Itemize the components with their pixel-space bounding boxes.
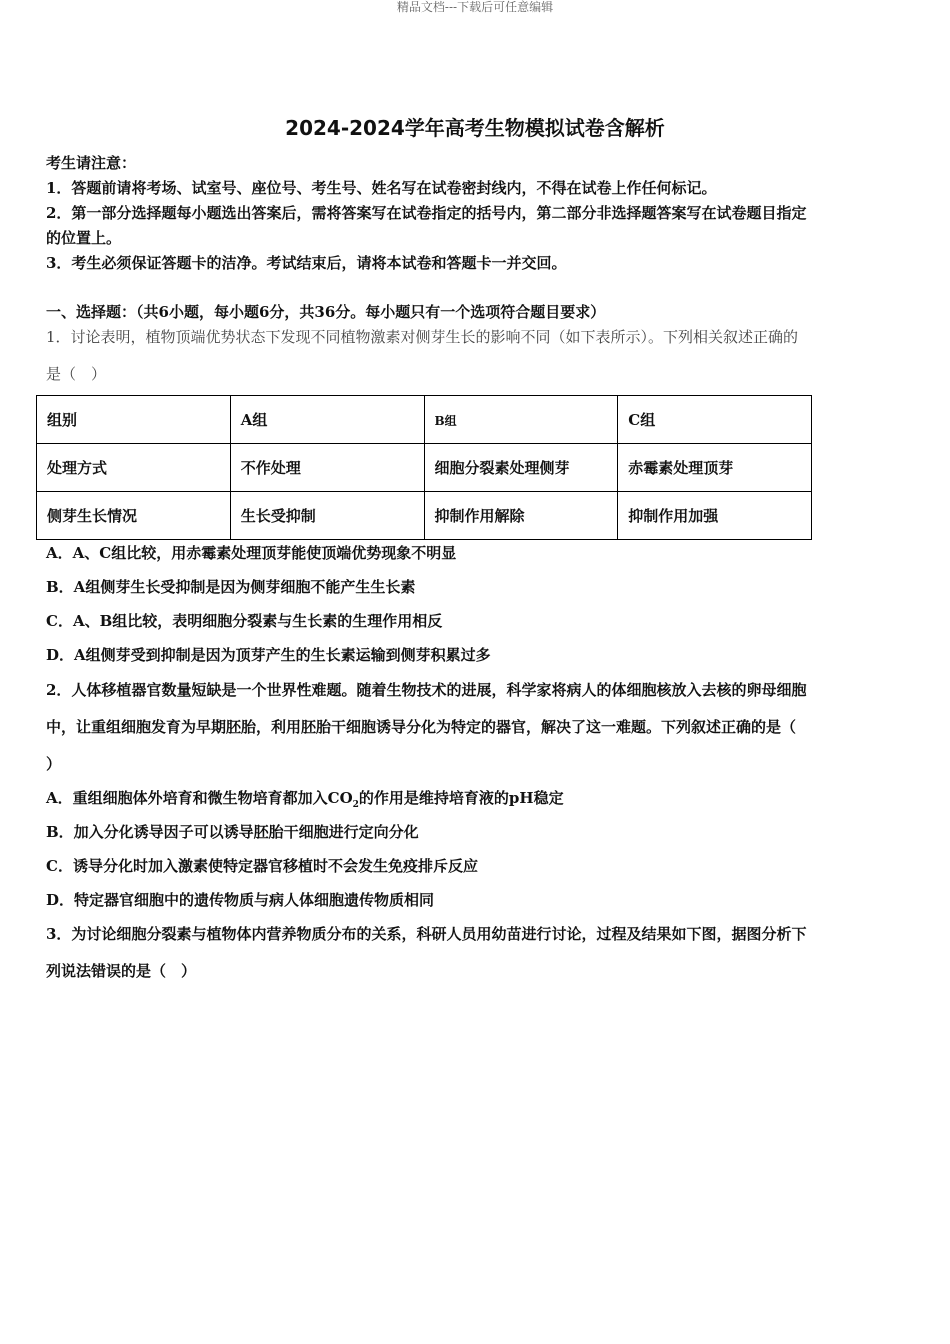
q1-option-d: D．A组侧芽受到抑制是因为顶芽产生的生长素运输到侧芽积累过多 <box>46 646 491 664</box>
notice-item: 1．答题前请将考场、试室号、座位号、考生号、姓名写在试卷密封线内，不得在试卷上作任何标记。 <box>46 179 717 197</box>
notice-item: 3．考生必须保证答题卡的洁净。考试结束后，请将本试卷和答题卡一并交回。 <box>46 254 567 272</box>
q2-option-b: B．加入分化诱导因子可以诱导胚胎干细胞进行定向分化 <box>46 823 419 841</box>
table-cell: 处理方式 <box>37 444 231 492</box>
q3-stem: 3．为讨论细胞分裂素与植物体内营养物质分布的关系，科研人员用幼苗进行讨论，过程及结果如下图，据图分析下 <box>46 925 807 943</box>
q2-option-d: D．特定器官细胞中的遗传物质与病人体细胞遗传物质相同 <box>46 891 435 909</box>
q2-stem-cont: ） <box>46 755 62 773</box>
q1-stem: 1．讨论表明，植物顶端优势状态下发现不同植物激素对侧芽生长的影响不同（如下表所示）。下列相关叙述正确的 <box>46 328 799 346</box>
page-header-note: 精品文档---下载后可任意编辑 <box>396 0 554 14</box>
document-title: 2024-2024学年高考生物模拟试卷含解析 <box>285 116 665 140</box>
q1-option-b: B．A组侧芽生长受抑制是因为侧芽细胞不能产生生长素 <box>46 578 416 596</box>
q2-stem-cont: 中，让重组细胞发育为早期胚胎，利用胚胎干细胞诱导分化为特定的器官，解决了这一难题。下列叙述正确的是（ <box>46 718 797 736</box>
notice-item: 的位置上。 <box>46 229 122 247</box>
notice-heading: 考生请注意： <box>46 154 137 172</box>
table-cell <box>424 396 618 444</box>
q1-option-a: A．A、C组比较，用赤霉素处理顶芽能使顶端优势现象不明显 <box>46 544 457 562</box>
q2-stem: 2．人体移植器官数量短缺是一个世界性难题。随着生物技术的进展，科学家将病人的体细胞核放入去核的卵母细胞 <box>46 681 807 699</box>
q2-option-c: C．诱导分化时加入激素使特定器官移植时不会发生免疫排斥反应 <box>46 857 478 875</box>
table-cell: 赤霉素处理顶芽 <box>618 444 812 492</box>
q3-stem-cont: 列说法错误的是（ ） <box>46 962 197 980</box>
table-cell: 不作处理 <box>230 444 424 492</box>
table-cell: 细胞分裂素处理侧芽 <box>424 444 618 492</box>
q1-stem-cont: 是（ ） <box>46 365 107 383</box>
table-cell: 抑制作用加强 <box>618 492 812 540</box>
table-cell: 生长受抑制 <box>230 492 424 540</box>
table-cell-text: B组 <box>434 413 457 428</box>
table-row <box>37 492 812 540</box>
q2-option-a <box>46 787 896 810</box>
q2-option-a-text-end: 的作用是维持培育液的pH稳定 <box>358 789 564 807</box>
table-row <box>37 444 812 492</box>
table-cell: 组别 <box>37 396 231 444</box>
table-cell: 抑制作用解除 <box>424 492 618 540</box>
table-header-row <box>37 396 812 444</box>
table-cell: A组 <box>230 396 424 444</box>
q1-option-c: C．A、B组比较，表明细胞分裂素与生长素的生理作用相反 <box>46 612 443 630</box>
q2-option-a-text: A．重组细胞体外培育和微生物培育都加入CO <box>46 789 353 807</box>
q1-table <box>36 395 812 540</box>
table-cell: C组 <box>618 396 812 444</box>
section-heading: 一、选择题：（共6小题，每小题6分，共36分。每小题只有一个选项符合题目要求） <box>46 303 606 321</box>
table-cell: 侧芽生长情况 <box>37 492 231 540</box>
q2-option-a-subscript: 2 <box>352 800 359 810</box>
notice-item: 2．第一部分选择题每小题选出答案后，需将答案写在试卷指定的括号内，第二部分非选择题答案写在试卷题目指定 <box>46 204 807 222</box>
